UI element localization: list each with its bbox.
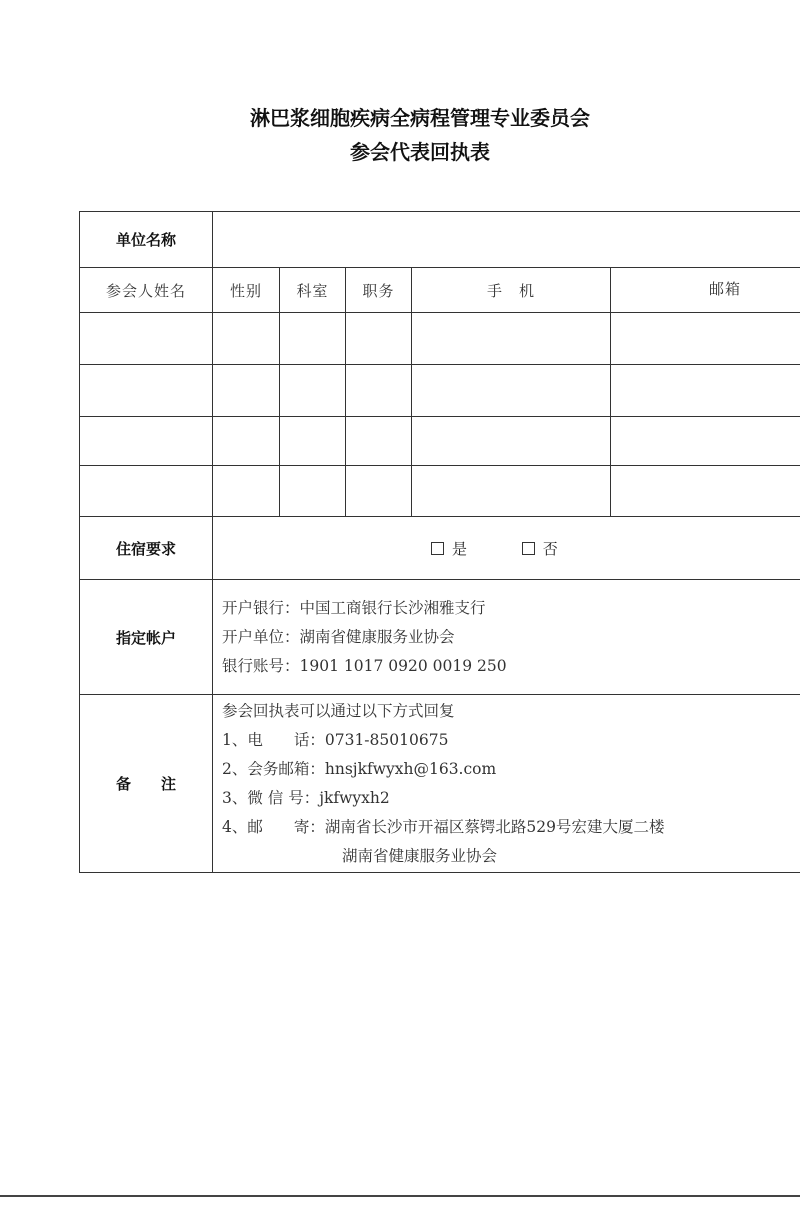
attendee-department-cell[interactable] <box>280 417 346 466</box>
attendee-row <box>80 313 800 365</box>
notes-mail-recipient: 湖南省健康服务业协会 <box>342 846 498 865</box>
attendee-gender-cell[interactable] <box>213 466 280 517</box>
attendee-row <box>80 417 800 466</box>
attendee-email-cell[interactable] <box>611 466 800 517</box>
form-subtitle: 参会代表回执表 <box>350 140 490 164</box>
account-row <box>80 580 800 695</box>
attendee-gender-cell[interactable] <box>213 313 280 365</box>
account-label: 指定帐户 <box>80 580 213 695</box>
registration-form-table <box>79 211 800 873</box>
header-name: 参会人姓名 <box>80 268 213 313</box>
account-holder: 开户单位：湖南省健康服务业协会 <box>222 627 455 646</box>
attendee-department-cell[interactable] <box>280 466 346 517</box>
notes-email: 2、会务邮箱：hnsjkfwyxh@163.com <box>222 759 497 778</box>
notes-label: 备 注 <box>80 695 213 873</box>
header-email: 邮箱 <box>611 268 800 313</box>
attendee-email-cell[interactable] <box>611 365 800 417</box>
header-department: 科室 <box>280 268 346 313</box>
attendee-phone-cell[interactable] <box>412 313 611 365</box>
attendee-position-cell[interactable] <box>346 365 412 417</box>
account-bank: 开户银行：中国工商银行长沙湘雅支行 <box>222 598 486 617</box>
attendee-phone-cell[interactable] <box>412 417 611 466</box>
attendee-email-cell[interactable] <box>611 313 800 365</box>
account-details <box>213 580 800 695</box>
header-phone: 手 机 <box>412 268 611 313</box>
attendee-header-row <box>80 268 800 313</box>
lodging-label: 住宿要求 <box>80 517 213 580</box>
attendee-position-cell[interactable] <box>346 417 412 466</box>
attendee-row <box>80 466 800 517</box>
attendee-department-cell[interactable] <box>280 365 346 417</box>
attendee-email-cell[interactable] <box>611 417 800 466</box>
attendee-gender-cell[interactable] <box>213 417 280 466</box>
attendee-position-cell[interactable] <box>346 466 412 517</box>
attendee-phone-cell[interactable] <box>412 365 611 417</box>
header-position: 职务 <box>346 268 412 313</box>
lodging-no-label: 否 <box>542 539 558 558</box>
unit-row <box>80 212 800 268</box>
attendee-name-cell[interactable] <box>80 417 213 466</box>
lodging-yes-label: 是 <box>452 539 468 558</box>
lodging-yes-checkbox[interactable] <box>431 542 444 555</box>
attendee-department-cell[interactable] <box>280 313 346 365</box>
notes-wechat: 3、微 信 号：jkfwyxh2 <box>222 788 390 807</box>
attendee-gender-cell[interactable] <box>213 365 280 417</box>
lodging-no-option[interactable] <box>522 538 558 559</box>
notes-row <box>80 695 800 873</box>
notes-phone: 1、电 话：0731-85010675 <box>222 730 449 749</box>
lodging-yes-option[interactable] <box>431 538 467 559</box>
lodging-row <box>80 517 800 580</box>
notes-mail-address: 4、邮 寄：湖南省长沙市开福区蔡锷北路529号宏建大厦二楼 <box>222 817 665 836</box>
notes-intro: 参会回执表可以通过以下方式回复 <box>222 701 455 720</box>
attendee-name-cell[interactable] <box>80 365 213 417</box>
unit-name-label: 单位名称 <box>80 212 213 268</box>
page-bottom-rule <box>0 1195 800 1197</box>
attendee-position-cell[interactable] <box>346 313 412 365</box>
form-title: 淋巴浆细胞疾病全病程管理专业委员会 <box>250 106 590 130</box>
attendee-row <box>80 365 800 417</box>
lodging-no-checkbox[interactable] <box>522 542 535 555</box>
attendee-phone-cell[interactable] <box>412 466 611 517</box>
lodging-options <box>213 517 800 580</box>
account-number: 银行账号：1901 1017 0920 0019 250 <box>222 656 507 675</box>
attendee-name-cell[interactable] <box>80 466 213 517</box>
attendee-name-cell[interactable] <box>80 313 213 365</box>
notes-details <box>213 695 800 873</box>
unit-name-field[interactable] <box>213 212 800 268</box>
header-gender: 性别 <box>213 268 280 313</box>
